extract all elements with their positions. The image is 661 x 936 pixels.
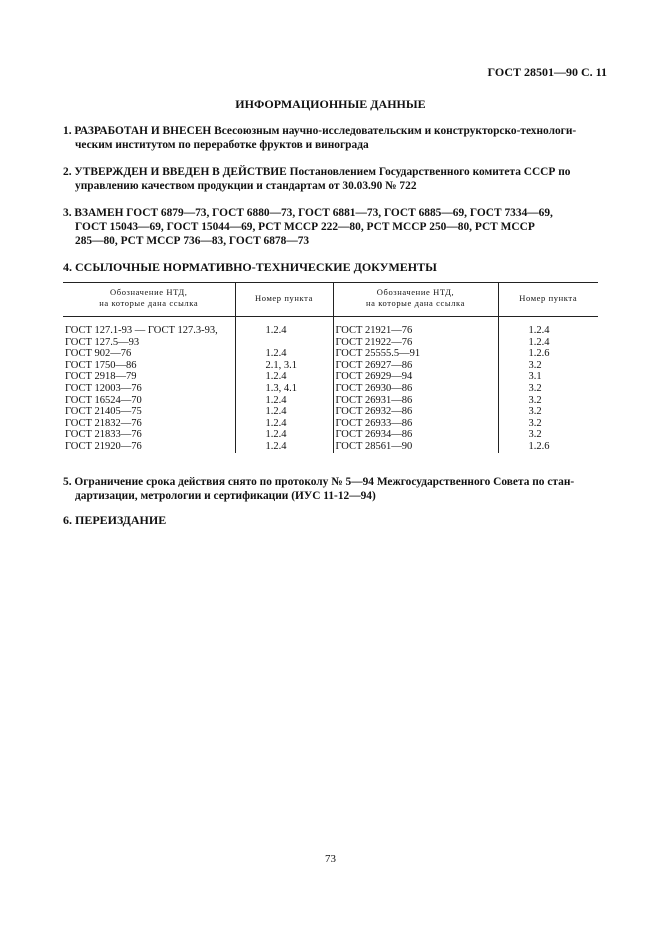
section-3-line1: ГОСТ 6879—73, ГОСТ 6880—73, ГОСТ 6881—73, ГОСТ 6885—69, ГОСТ 7334—69, bbox=[123, 207, 553, 219]
item-cell: 1.2.4 bbox=[235, 418, 333, 430]
col-header-doc-right-l2: на которые дана ссылка bbox=[365, 298, 465, 308]
section-1-line2: ческим институтом по переработке фруктов и винограда bbox=[75, 139, 369, 151]
section-2 bbox=[63, 165, 601, 193]
item-cell: 3.2 bbox=[528, 406, 542, 418]
item-cell: 1.2.6 bbox=[528, 440, 550, 452]
doc-cell: ГОСТ 127.1-93 — ГОСТ 127.3-93, bbox=[63, 317, 235, 337]
doc-cell: ГОСТ 26931—86 bbox=[333, 395, 498, 407]
section-5 bbox=[63, 475, 601, 503]
item-cell: 1.2.4 bbox=[235, 429, 333, 441]
section-3-lead: 3. ВЗАМЕН bbox=[63, 207, 124, 219]
table-row bbox=[63, 371, 598, 383]
section-2-line1: Постановлением Государственного комитета СССР по bbox=[286, 166, 571, 178]
item-cell: 1.2.4 bbox=[235, 406, 333, 418]
col-header-doc-right-l1: Обозначение НТД, bbox=[376, 287, 455, 297]
table-row bbox=[63, 406, 598, 418]
table-row bbox=[63, 337, 598, 349]
doc-cell: ГОСТ 21832—76 bbox=[63, 418, 235, 430]
section-5-line2: дартизации, метрологии и сертификации (ИУС 11-12—94) bbox=[75, 490, 376, 502]
table-row bbox=[63, 317, 598, 337]
section-2-line2: управлению качеством продукции и стандартам от 30.03.90 № 722 bbox=[75, 180, 417, 192]
item-cell: 3.2 bbox=[528, 429, 542, 441]
table-row bbox=[63, 395, 598, 407]
item-cell: 1.2.4 bbox=[235, 317, 333, 337]
item-cell: 1.2.4 bbox=[235, 371, 333, 383]
doc-cell: ГОСТ 2918—79 bbox=[63, 371, 235, 383]
doc-cell: ГОСТ 21405—75 bbox=[63, 406, 235, 418]
section-1-lead: 1. РАЗРАБОТАН И ВНЕСЕН bbox=[63, 125, 212, 137]
doc-cell: ГОСТ 26932—86 bbox=[333, 406, 498, 418]
doc-cell: ГОСТ 28561—90 bbox=[333, 441, 498, 453]
table-row bbox=[63, 383, 598, 395]
doc-cell: ГОСТ 21922—76 bbox=[333, 337, 498, 349]
section-5-line1: 5. Ограничение срока действия снято по протоколу № 5—94 Межгосударственного Совета по стан- bbox=[63, 476, 575, 488]
doc-cell: ГОСТ 26933—86 bbox=[333, 418, 498, 430]
item-cell: 1.2.4 bbox=[235, 348, 333, 360]
table-row bbox=[63, 418, 598, 430]
table-row bbox=[63, 441, 598, 453]
doc-cell: ГОСТ 127.5—93 bbox=[63, 337, 235, 349]
page-number: 73 bbox=[325, 853, 336, 865]
doc-cell: ГОСТ 26929—94 bbox=[333, 371, 498, 383]
col-header-item-left: Номер пункта bbox=[235, 283, 333, 317]
doc-cell: ГОСТ 902—76 bbox=[63, 348, 235, 360]
col-header-doc-left bbox=[63, 283, 235, 317]
item-cell: 1.3, 4.1 bbox=[235, 383, 333, 395]
col-header-doc-left-l1: Обозначение НТД, bbox=[110, 287, 188, 297]
doc-cell: ГОСТ 26927—86 bbox=[333, 360, 498, 372]
doc-cell: ГОСТ 21920—76 bbox=[63, 441, 235, 453]
item-cell: 3.1 bbox=[528, 371, 542, 383]
item-cell: 3.2 bbox=[528, 394, 542, 406]
item-cell bbox=[235, 337, 333, 349]
item-cell: 1.2.6 bbox=[528, 348, 550, 360]
section-1-line1: Всесоюзным научно-исследовательским и конструкторско-технологи- bbox=[211, 125, 577, 137]
col-header-item-right: Номер пункта bbox=[498, 283, 598, 317]
item-cell: 1.2.4 bbox=[528, 325, 550, 336]
section-3-line2: ГОСТ 15043—69, ГОСТ 15044—69, РСТ МССР 222—80, РСТ МССР 250—80, РСТ МССР bbox=[75, 221, 535, 233]
doc-cell: ГОСТ 1750—86 bbox=[63, 360, 235, 372]
item-cell: 1.2.4 bbox=[528, 336, 550, 348]
item-cell: 3.2 bbox=[528, 359, 542, 371]
item-cell: 1.2.4 bbox=[235, 395, 333, 407]
section-4-heading: 4. ССЫЛОЧНЫЕ НОРМАТИВНО-ТЕХНИЧЕСКИЕ ДОКУМЕНТЫ bbox=[63, 260, 437, 274]
page-title: ИНФОРМАЦИОННЫЕ ДАННЫЕ bbox=[235, 97, 426, 111]
section-1 bbox=[63, 124, 601, 152]
table-row bbox=[63, 429, 598, 441]
table-row bbox=[63, 348, 598, 360]
section-3-line3: 285—80, РСТ МССР 736—83, ГОСТ 6878—73 bbox=[75, 235, 310, 247]
reference-documents-table bbox=[63, 282, 598, 453]
item-cell: 3.2 bbox=[528, 382, 542, 394]
doc-cell: ГОСТ 26930—86 bbox=[333, 383, 498, 395]
doc-cell: ГОСТ 25555.5—91 bbox=[333, 348, 498, 360]
item-cell: 2.1, 3.1 bbox=[235, 360, 333, 372]
doc-cell: ГОСТ 12003—76 bbox=[63, 383, 235, 395]
doc-cell: ГОСТ 26934—86 bbox=[333, 429, 498, 441]
col-header-doc-right bbox=[333, 283, 498, 317]
col-header-doc-left-l2: на которые дана ссылка bbox=[99, 298, 199, 308]
section-6-heading: 6. ПЕРЕИЗДАНИЕ bbox=[63, 513, 167, 527]
item-cell: 3.2 bbox=[528, 417, 542, 429]
item-cell: 1.2.4 bbox=[235, 441, 333, 453]
table-row bbox=[63, 360, 598, 372]
section-2-lead: 2. УТВЕРЖДЕН И ВВЕДЕН В ДЕЙСТВИЕ bbox=[63, 166, 287, 178]
doc-cell: ГОСТ 21833—76 bbox=[63, 429, 235, 441]
doc-cell: ГОСТ 16524—70 bbox=[63, 395, 235, 407]
section-3 bbox=[63, 206, 601, 248]
doc-cell: ГОСТ 21921—76 bbox=[333, 317, 498, 337]
document-reference: ГОСТ 28501—90 С. 11 bbox=[487, 65, 607, 79]
